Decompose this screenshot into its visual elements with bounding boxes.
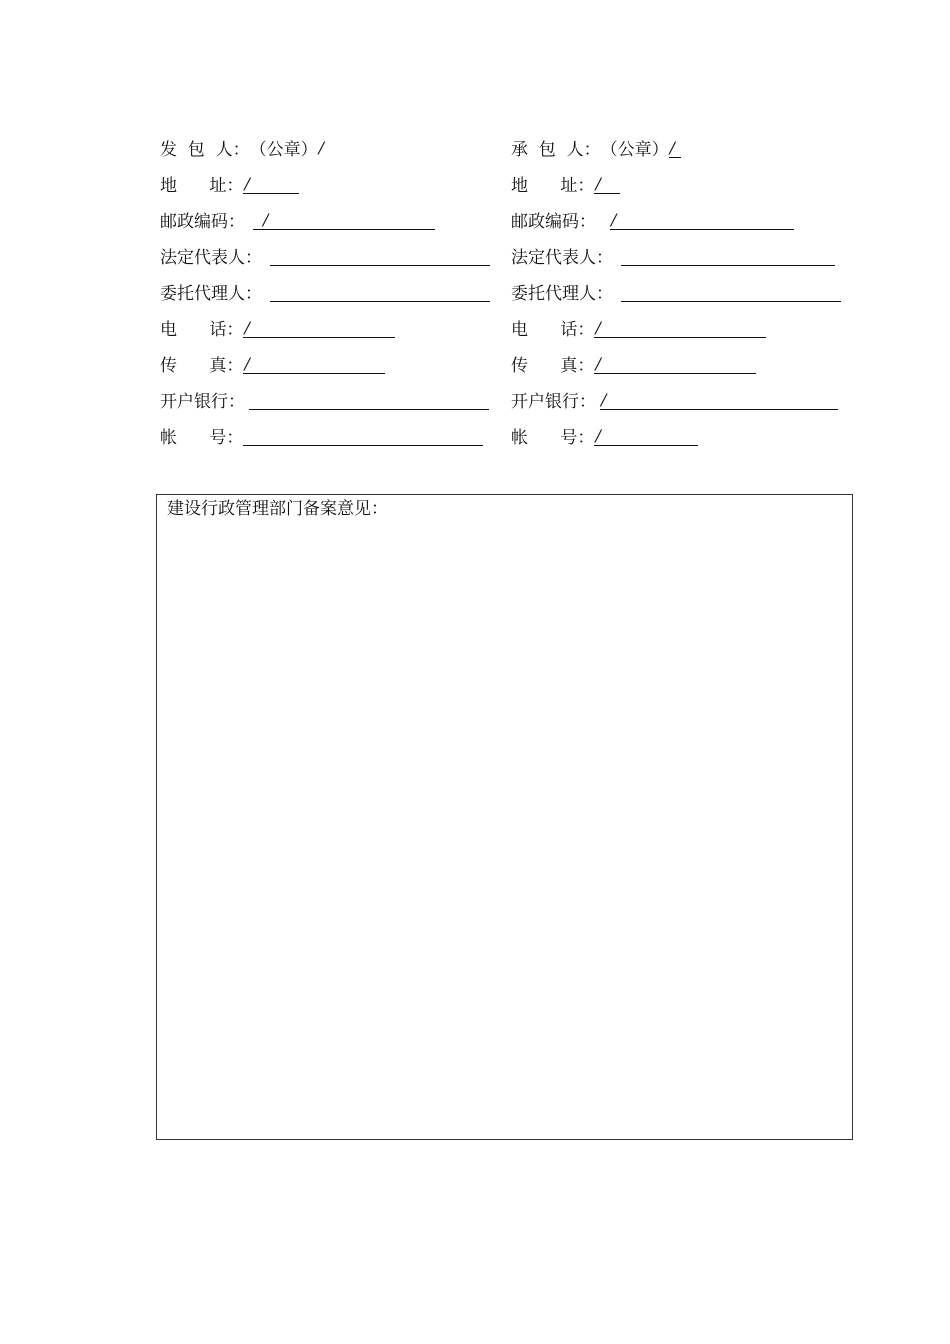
contractor-legal-rep-row [511,240,841,276]
contractor-legal-rep-field[interactable] [621,246,835,266]
employer-account-row [160,420,490,456]
contractor-address-field[interactable]: / [594,174,620,194]
contractor-party-value[interactable]: / [669,138,681,158]
employer-fax-row [160,348,490,384]
employer-bank-row [160,384,490,420]
filing-opinion-title: 建设行政管理部门备案意见： [167,499,388,519]
employer-bank-label: 开户银行： [160,392,245,412]
employer-phone-label: 电 话： [160,320,244,340]
contractor-fax-row [511,348,841,384]
contractor-party-row [511,132,841,168]
contractor-info-column [511,132,841,456]
employer-address-field[interactable]: / [243,174,299,194]
contractor-party-label: 承 包 人： [511,140,601,160]
employer-agent-field[interactable] [270,282,490,302]
contractor-postcode-row [511,204,841,240]
employer-fax-label: 传 真： [160,356,244,376]
employer-postcode-row [160,204,490,240]
contractor-postcode-label: 邮政编码： [511,212,596,232]
employer-account-field[interactable] [243,426,483,446]
employer-party-value[interactable]: / [318,138,325,157]
employer-legal-rep-label: 法定代表人： [160,248,262,268]
employer-party-row [160,132,490,168]
contractor-bank-label: 开户银行： [511,392,596,412]
employer-address-label: 地 址： [160,176,244,196]
employer-legal-rep-field[interactable] [270,246,490,266]
contractor-legal-rep-label: 法定代表人： [511,248,613,268]
employer-phone-field[interactable]: / [243,318,395,338]
contractor-agent-field[interactable] [621,282,841,302]
employer-postcode-label: 邮政编码： [160,212,245,232]
contractor-address-label: 地 址： [511,176,595,196]
filing-opinion-box[interactable] [156,494,853,1140]
employer-phone-row [160,312,490,348]
contractor-phone-field[interactable]: / [594,318,766,338]
employer-legal-rep-row [160,240,490,276]
employer-fax-field[interactable]: / [243,354,385,374]
contractor-agent-row [511,276,841,312]
contractor-agent-label: 委托代理人： [511,284,613,304]
employer-postcode-field[interactable]: / [253,210,435,230]
employer-agent-row [160,276,490,312]
contractor-seal-note: （公章） [600,140,669,160]
contractor-account-field[interactable]: / [594,426,698,446]
employer-agent-label: 委托代理人： [160,284,262,304]
employer-party-label: 发 包 人： [160,140,250,160]
contractor-account-label: 帐 号： [511,428,595,448]
employer-address-row [160,168,490,204]
employer-seal-note: （公章） [249,140,318,160]
employer-info-column [160,132,490,456]
contractor-account-row [511,420,841,456]
contractor-bank-field[interactable]: / [600,390,838,410]
contractor-phone-label: 电 话： [511,320,595,340]
contractor-bank-row [511,384,841,420]
contractor-address-row [511,168,841,204]
contractor-phone-row [511,312,841,348]
contractor-fax-label: 传 真： [511,356,595,376]
contractor-postcode-field[interactable]: / [610,210,794,230]
employer-account-label: 帐 号： [160,428,244,448]
employer-bank-field[interactable] [249,390,489,410]
contractor-fax-field[interactable]: / [594,354,756,374]
